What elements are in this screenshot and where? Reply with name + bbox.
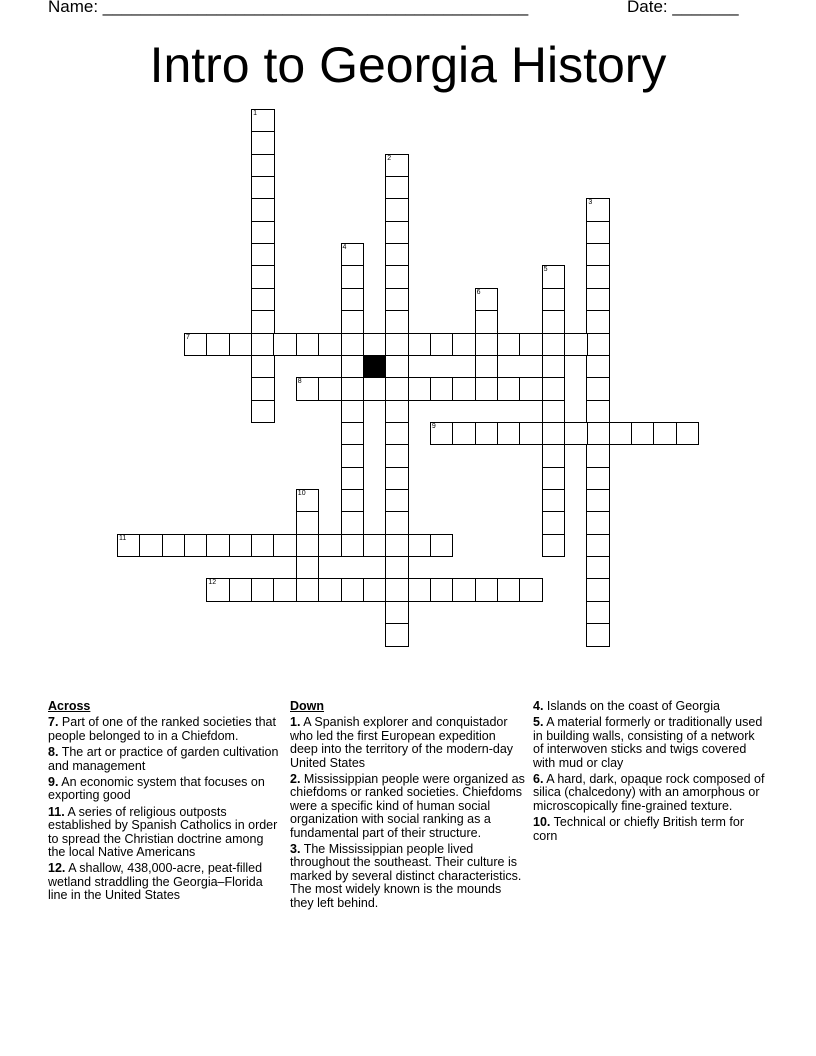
crossword-cell[interactable] bbox=[363, 578, 387, 602]
crossword-cell[interactable] bbox=[542, 288, 566, 312]
crossword-cell[interactable] bbox=[542, 355, 566, 379]
clue-text: Islands on the coast of Georgia bbox=[546, 699, 720, 713]
clue-number: 9. bbox=[48, 775, 59, 790]
crossword-cell[interactable] bbox=[586, 243, 610, 267]
cell-number: 8 bbox=[297, 378, 302, 386]
crossword-cell[interactable] bbox=[497, 578, 521, 602]
crossword-cell[interactable] bbox=[341, 511, 365, 535]
crossword-cell[interactable] bbox=[341, 243, 365, 267]
crossword-cell[interactable] bbox=[385, 288, 409, 312]
crossword-cell[interactable] bbox=[385, 489, 409, 513]
crossword-cell[interactable] bbox=[586, 288, 610, 312]
crossword-cell[interactable] bbox=[385, 377, 409, 401]
crossword-cell[interactable] bbox=[408, 534, 432, 558]
crossword-cell[interactable] bbox=[251, 154, 275, 178]
crossword-cell[interactable] bbox=[385, 623, 409, 647]
crossword-cell[interactable] bbox=[385, 355, 409, 379]
crossword-cell[interactable] bbox=[341, 265, 365, 289]
crossword-cell[interactable] bbox=[631, 422, 655, 446]
crossword-cell[interactable] bbox=[609, 422, 633, 446]
crossword-cell[interactable] bbox=[475, 578, 499, 602]
clue-item bbox=[48, 862, 280, 902]
crossword-cell[interactable] bbox=[206, 333, 230, 357]
crossword-cell[interactable] bbox=[206, 578, 230, 602]
crossword-cell[interactable] bbox=[542, 534, 566, 558]
crossword-cell[interactable] bbox=[542, 422, 566, 446]
crossword-cell[interactable] bbox=[117, 534, 141, 558]
clue-number: 3. bbox=[290, 842, 301, 857]
crossword-cell[interactable] bbox=[251, 355, 275, 379]
crossword-cell[interactable] bbox=[430, 534, 454, 558]
crossword-cell[interactable] bbox=[519, 333, 543, 357]
cell-number: 9 bbox=[431, 422, 436, 430]
cell-number: 4 bbox=[342, 244, 347, 252]
clue-number: 10. bbox=[533, 815, 551, 830]
crossword-cell[interactable] bbox=[676, 422, 700, 446]
crossword-cell[interactable] bbox=[341, 377, 365, 401]
clue-item bbox=[48, 776, 280, 803]
crossword-cell[interactable] bbox=[296, 377, 320, 401]
crossword-cell[interactable] bbox=[586, 511, 610, 535]
crossword-cell[interactable] bbox=[586, 198, 610, 222]
crossword-cell[interactable] bbox=[519, 422, 543, 446]
cell-number: 12 bbox=[208, 579, 217, 587]
crossword-cell[interactable] bbox=[341, 467, 365, 491]
crossword-cell[interactable] bbox=[341, 444, 365, 468]
crossword-cell[interactable] bbox=[385, 422, 409, 446]
cell-number: 3 bbox=[588, 199, 593, 207]
clue-text: Technical or chiefly British term for corn bbox=[533, 815, 744, 843]
crossword-cell[interactable] bbox=[251, 534, 275, 558]
crossword-cell[interactable] bbox=[586, 467, 610, 491]
crossword-cell[interactable] bbox=[385, 333, 409, 357]
clue-item bbox=[48, 746, 280, 773]
clue-number: 1. bbox=[290, 715, 301, 730]
crossword-cell[interactable] bbox=[341, 310, 365, 334]
crossword-cell[interactable] bbox=[296, 534, 320, 558]
clue-text: The Mississippian people lived throughout the southeast. Their culture is marked by several distinct characteristics. The most widely known is the mounds they left behind. bbox=[290, 842, 522, 910]
crossword-cell[interactable] bbox=[430, 578, 454, 602]
crossword-cell[interactable] bbox=[251, 377, 275, 401]
crossword-cell[interactable] bbox=[341, 489, 365, 513]
crossword-cell[interactable] bbox=[475, 333, 499, 357]
crossword-cell[interactable] bbox=[586, 265, 610, 289]
crossword-cell[interactable] bbox=[385, 221, 409, 245]
crossword-cell[interactable] bbox=[273, 333, 297, 357]
date-line[interactable]: Date: _______ bbox=[627, 0, 739, 16]
crossword-cell[interactable] bbox=[184, 534, 208, 558]
crossword-cell[interactable] bbox=[519, 377, 543, 401]
crossword-cell[interactable] bbox=[341, 578, 365, 602]
crossword-cell[interactable] bbox=[296, 511, 320, 535]
crossword-cell[interactable] bbox=[385, 444, 409, 468]
crossword-cell[interactable] bbox=[430, 377, 454, 401]
crossword-cell[interactable] bbox=[586, 355, 610, 379]
crossword-cell[interactable] bbox=[206, 534, 230, 558]
clue-text: Part of one of the ranked societies that people belonged to in a Chiefdom. bbox=[48, 715, 276, 743]
crossword-cell[interactable] bbox=[452, 377, 476, 401]
crossword-cell[interactable] bbox=[229, 333, 253, 357]
crossword-cell[interactable] bbox=[251, 109, 275, 133]
crossword-cell[interactable] bbox=[385, 265, 409, 289]
clue-item bbox=[290, 843, 526, 910]
crossword-cell[interactable] bbox=[385, 556, 409, 580]
crossword-cell[interactable] bbox=[251, 176, 275, 200]
crossword-cell[interactable] bbox=[542, 489, 566, 513]
clues-column-across bbox=[48, 700, 280, 906]
crossword-cell[interactable] bbox=[251, 288, 275, 312]
crossword-cell[interactable] bbox=[408, 333, 432, 357]
cell-number: 7 bbox=[186, 333, 190, 341]
crossword-cell[interactable] bbox=[542, 511, 566, 535]
crossword-cell[interactable] bbox=[497, 377, 521, 401]
crossword-cell[interactable] bbox=[318, 333, 342, 357]
crossword-cell[interactable] bbox=[542, 377, 566, 401]
crossword-cell[interactable] bbox=[296, 333, 320, 357]
clue-text: The art or practice of garden cultivation and management bbox=[48, 745, 279, 773]
crossword-cell[interactable] bbox=[229, 578, 253, 602]
crossword-cell[interactable] bbox=[408, 578, 432, 602]
crossword-cell[interactable] bbox=[475, 288, 499, 312]
cell-number: 1 bbox=[253, 110, 257, 117]
crossword-cell[interactable] bbox=[341, 288, 365, 312]
crossword-cell[interactable] bbox=[251, 333, 275, 357]
crossword-cell[interactable] bbox=[341, 355, 365, 379]
clue-text: A Spanish explorer and conquistador who led the first European expedition deep into the territory of the modern-day United States bbox=[290, 715, 514, 770]
clue-text: A shallow, 438,000-acre, peat-filled wetland straddling the Georgia–Florida line in the United States bbox=[48, 861, 263, 903]
crossword-cell[interactable] bbox=[273, 534, 297, 558]
crossword-cell[interactable] bbox=[363, 333, 387, 357]
crossword-cell[interactable] bbox=[586, 400, 610, 424]
crossword-cell[interactable] bbox=[385, 400, 409, 424]
crossword-cell[interactable] bbox=[542, 400, 566, 424]
crossword-cell[interactable] bbox=[296, 578, 320, 602]
crossword-cell[interactable] bbox=[586, 221, 610, 245]
crossword-cell[interactable] bbox=[341, 333, 365, 357]
crossword-cell[interactable] bbox=[586, 556, 610, 580]
across-heading: Across bbox=[48, 699, 91, 713]
crossword-cell[interactable] bbox=[363, 377, 387, 401]
crossword-cell[interactable] bbox=[341, 400, 365, 424]
crossword-cell[interactable] bbox=[452, 578, 476, 602]
crossword-cell[interactable] bbox=[296, 556, 320, 580]
crossword-cell[interactable] bbox=[586, 578, 610, 602]
crossword-cell[interactable] bbox=[385, 601, 409, 625]
crossword-cell[interactable] bbox=[229, 534, 253, 558]
crossword-cell[interactable] bbox=[586, 489, 610, 513]
page-title: Intro to Georgia History bbox=[149, 37, 667, 93]
crossword-cell[interactable] bbox=[586, 422, 610, 446]
crossword-cell[interactable] bbox=[542, 310, 566, 334]
crossword-cell[interactable] bbox=[586, 601, 610, 625]
clue-item bbox=[533, 716, 765, 770]
crossword-cell[interactable] bbox=[385, 310, 409, 334]
clue-number: 6. bbox=[533, 772, 544, 787]
clue-number: 2. bbox=[290, 772, 301, 787]
crossword-cell[interactable] bbox=[251, 243, 275, 267]
crossword-cell[interactable] bbox=[586, 444, 610, 468]
crossword-cell[interactable] bbox=[385, 578, 409, 602]
crossword-cell[interactable] bbox=[363, 534, 387, 558]
crossword-cell[interactable] bbox=[341, 534, 365, 558]
crossword-cell[interactable] bbox=[385, 154, 409, 178]
cell-number: 5 bbox=[543, 266, 548, 274]
clues-column-down-continued bbox=[533, 700, 765, 846]
crossword-cell[interactable] bbox=[542, 467, 566, 491]
crossword-cell[interactable] bbox=[251, 400, 275, 424]
crossword-cell[interactable] bbox=[519, 578, 543, 602]
clue-text: Mississippian people were organized as chiefdoms or ranked societies. Chiefdoms were a specific kind of human social organization with social ranking as a fundamental part of their structure. bbox=[290, 772, 525, 840]
crossword-cell[interactable] bbox=[296, 489, 320, 513]
crossword-cell[interactable] bbox=[497, 333, 521, 357]
clue-number: 7. bbox=[48, 715, 59, 730]
crossword-cell[interactable] bbox=[318, 578, 342, 602]
crossword-cell[interactable] bbox=[162, 534, 186, 558]
crossword-cell[interactable] bbox=[385, 511, 409, 535]
crossword-cell[interactable] bbox=[564, 422, 588, 446]
crossword-cell[interactable] bbox=[475, 422, 499, 446]
crossword-cell[interactable] bbox=[273, 578, 297, 602]
clue-number: 5. bbox=[533, 715, 544, 730]
crossword-cell[interactable] bbox=[653, 422, 677, 446]
clue-item bbox=[48, 806, 280, 860]
crossword-cell[interactable] bbox=[542, 265, 566, 289]
clue-item bbox=[290, 716, 526, 770]
crossword-cell[interactable] bbox=[564, 333, 588, 357]
crossword-cell[interactable] bbox=[341, 422, 365, 446]
crossword-cell[interactable] bbox=[475, 355, 499, 379]
crossword-cell[interactable] bbox=[586, 310, 610, 334]
crossword-cell[interactable] bbox=[385, 534, 409, 558]
cell-number: 6 bbox=[476, 288, 481, 296]
clue-item bbox=[48, 716, 280, 743]
crossword-cell[interactable] bbox=[184, 333, 208, 357]
name-line[interactable]: Name: _____________________________________________ bbox=[48, 0, 529, 16]
crossword-cell[interactable] bbox=[475, 310, 499, 334]
clue-text: An economic system that focuses on exporting good bbox=[48, 775, 265, 803]
crossword-cell[interactable] bbox=[385, 467, 409, 491]
crossword-cell[interactable] bbox=[251, 131, 275, 155]
clue-number: 8. bbox=[48, 745, 59, 760]
crossword-cell[interactable] bbox=[385, 176, 409, 200]
clue-item bbox=[290, 773, 526, 840]
clue-number: 11. bbox=[48, 804, 65, 819]
crossword-cell[interactable] bbox=[251, 310, 275, 334]
clue-item bbox=[533, 816, 765, 843]
crossword-cell[interactable] bbox=[586, 333, 610, 357]
clue-text: A series of religious outposts established by Spanish Catholics in order to spread the Christian doctrine among the local Native Americans bbox=[48, 804, 278, 860]
down-heading: Down bbox=[290, 699, 325, 713]
crossword-cell[interactable] bbox=[251, 265, 275, 289]
clue-text: A material formerly or traditionally used in building walls, consisting of a network of interwoven sticks and twigs covered with mud or clay bbox=[533, 715, 763, 770]
clue-number: 4. bbox=[533, 699, 544, 713]
crossword-cell[interactable] bbox=[385, 243, 409, 267]
clues-column-down bbox=[290, 700, 526, 913]
cell-number: 11 bbox=[119, 534, 127, 542]
crossword-cell[interactable] bbox=[318, 534, 342, 558]
crossword-cell[interactable] bbox=[586, 377, 610, 401]
crossword-cell[interactable] bbox=[251, 578, 275, 602]
cell-number: 10 bbox=[297, 489, 306, 497]
crossword-cell[interactable] bbox=[430, 422, 454, 446]
crossword-cell[interactable] bbox=[452, 422, 476, 446]
crossword-cell[interactable] bbox=[452, 333, 476, 357]
clue-text: A hard, dark, opaque rock composed of silica (chalcedony) with an amorphous or microscopically fine-grained texture. bbox=[533, 772, 765, 813]
clue-item bbox=[533, 700, 765, 713]
crossword-cell[interactable] bbox=[586, 623, 610, 647]
crossword-cell[interactable] bbox=[385, 198, 409, 222]
crossword-cell[interactable] bbox=[475, 377, 499, 401]
crossword-cell[interactable] bbox=[318, 377, 342, 401]
crossword-cell[interactable] bbox=[139, 534, 163, 558]
crossword-cell[interactable] bbox=[542, 333, 566, 357]
crossword-cell[interactable] bbox=[251, 221, 275, 245]
crossword-cell[interactable] bbox=[586, 534, 610, 558]
black-cell bbox=[363, 355, 387, 379]
cell-number: 2 bbox=[387, 154, 392, 162]
crossword-cell[interactable] bbox=[408, 377, 432, 401]
crossword-cell[interactable] bbox=[430, 333, 454, 357]
crossword-cell[interactable] bbox=[497, 422, 521, 446]
crossword-cell[interactable] bbox=[542, 444, 566, 468]
clue-item bbox=[533, 773, 765, 813]
clue-number: 12. bbox=[48, 861, 66, 876]
crossword-cell[interactable] bbox=[251, 198, 275, 222]
